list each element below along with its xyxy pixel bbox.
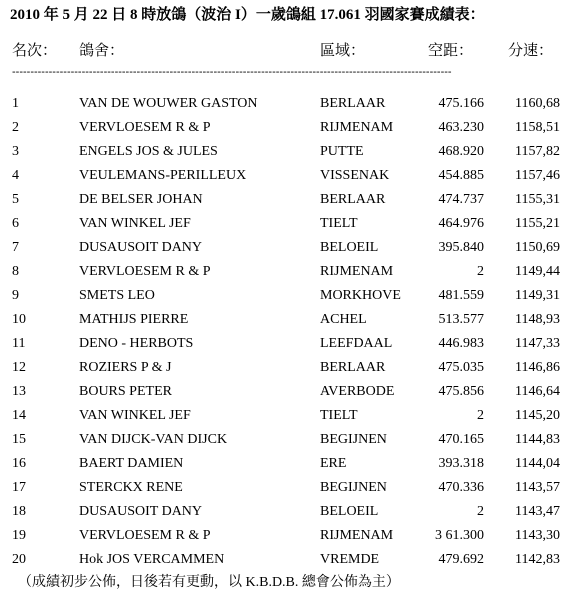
- distance-cell: 2: [477, 504, 484, 519]
- distance-cell: 2: [477, 408, 484, 423]
- region-cell: BEGIJNEN: [320, 432, 387, 447]
- rank-cell: 17: [12, 480, 26, 495]
- region-cell: AVERBODE: [320, 384, 395, 399]
- table-row: [0, 164, 580, 188]
- loft-cell: SMETS LEO: [79, 288, 155, 303]
- distance-cell: 454.885: [438, 168, 484, 183]
- speed-cell: 1142,83: [515, 552, 560, 567]
- rank-cell: 16: [12, 456, 26, 471]
- loft-cell: VERVLOESEM R & P: [79, 120, 211, 135]
- table-row: [0, 452, 580, 476]
- region-cell: BERLAAR: [320, 360, 386, 375]
- distance-cell: 468.920: [438, 144, 484, 159]
- speed-cell: 1143,57: [515, 480, 560, 495]
- region-cell: BELOEIL: [320, 240, 379, 255]
- loft-cell: VAN WINKEL JEF: [79, 216, 191, 231]
- region-cell: BERLAAR: [320, 192, 386, 207]
- distance-cell: 2: [477, 264, 484, 279]
- region-cell: TIELT: [320, 216, 358, 231]
- header-rank: 名次：: [12, 43, 58, 59]
- speed-cell: 1157,82: [515, 144, 560, 159]
- table-row: [0, 308, 580, 332]
- speed-cell: 1147,33: [515, 336, 560, 351]
- table-row: [0, 140, 580, 164]
- table-row: [0, 260, 580, 284]
- distance-cell: 446.983: [438, 336, 484, 351]
- speed-cell: 1157,46: [515, 168, 560, 183]
- loft-cell: DUSAUSOIT DANY: [79, 504, 203, 519]
- loft-cell: BOURS PETER: [79, 384, 172, 399]
- region-cell: ACHEL: [320, 312, 367, 327]
- rank-cell: 4: [12, 168, 19, 183]
- loft-cell: DUSAUSOIT DANY: [79, 240, 203, 255]
- table-row: [0, 500, 580, 524]
- speed-cell: 1143,30: [515, 528, 560, 543]
- page-title: 2010 年 5 月 22 日 8 時放鴿（波治 I）一歲鴿組 17.061 羽國家賽成績表：: [10, 7, 485, 23]
- table-row: [0, 332, 580, 356]
- loft-cell: DE BELSER JOHAN: [79, 192, 203, 207]
- dashed-divider: ------------------------------------------------------------------------------------------------------------------------: [12, 66, 452, 78]
- region-cell: ERE: [320, 456, 347, 471]
- table-row: [0, 116, 580, 140]
- rank-cell: 3: [12, 144, 19, 159]
- speed-cell: 1155,21: [515, 216, 560, 231]
- results-table: [0, 92, 580, 572]
- speed-cell: 1149,31: [515, 288, 560, 303]
- speed-cell: 1145,20: [515, 408, 560, 423]
- rank-cell: 14: [12, 408, 26, 423]
- rank-cell: 9: [12, 288, 19, 303]
- speed-cell: 1149,44: [515, 264, 560, 279]
- table-row: [0, 476, 580, 500]
- speed-cell: 1150,69: [515, 240, 560, 255]
- loft-cell: VAN WINKEL JEF: [79, 408, 191, 423]
- table-row: [0, 284, 580, 308]
- header-distance: 空距：: [428, 43, 474, 59]
- rank-cell: 18: [12, 504, 26, 519]
- distance-cell: 395.840: [438, 240, 484, 255]
- loft-cell: MATHIJS PIERRE: [79, 312, 189, 327]
- region-cell: PUTTE: [320, 144, 364, 159]
- distance-cell: 475.035: [438, 360, 484, 375]
- rank-cell: 10: [12, 312, 26, 327]
- loft-cell: VAN DE WOUWER GASTON: [79, 96, 258, 111]
- speed-cell: 1146,64: [515, 384, 560, 399]
- rank-cell: 2: [12, 120, 19, 135]
- region-cell: RIJMENAM: [320, 264, 394, 279]
- table-row: [0, 92, 580, 116]
- region-cell: LEEFDAAL: [320, 336, 393, 351]
- table-row: [0, 188, 580, 212]
- distance-cell: 475.856: [438, 384, 484, 399]
- rank-cell: 6: [12, 216, 19, 231]
- rank-cell: 19: [12, 528, 26, 543]
- table-row: [0, 404, 580, 428]
- header-loft: 鴿舍：: [79, 43, 125, 59]
- loft-cell: VEULEMANS-PERILLEUX: [79, 168, 247, 183]
- header-region: 區域：: [320, 43, 366, 59]
- region-cell: VISSENAK: [320, 168, 390, 183]
- footnote: （成績初步公佈，日後若有更動，以 K.B.D.B. 總會公佈為主）: [18, 575, 400, 590]
- speed-cell: 1146,86: [515, 360, 560, 375]
- loft-cell: STERCKX RENE: [79, 480, 183, 495]
- table-row: [0, 212, 580, 236]
- distance-cell: 470.336: [438, 480, 484, 495]
- distance-cell: 464.976: [438, 216, 484, 231]
- distance-cell: 3 61.300: [435, 528, 484, 543]
- region-cell: VREMDE: [320, 552, 380, 567]
- region-cell: BERLAAR: [320, 96, 386, 111]
- region-cell: BEGIJNEN: [320, 480, 387, 495]
- rank-cell: 13: [12, 384, 26, 399]
- loft-cell: BAERT DAMIEN: [79, 456, 184, 471]
- distance-cell: 393.318: [438, 456, 484, 471]
- distance-cell: 470.165: [438, 432, 484, 447]
- rank-cell: 20: [12, 552, 26, 567]
- distance-cell: 481.559: [438, 288, 484, 303]
- distance-cell: 513.577: [438, 312, 484, 327]
- distance-cell: 474.737: [438, 192, 484, 207]
- loft-cell: ROZIERS P & J: [79, 360, 172, 375]
- rank-cell: 5: [12, 192, 19, 207]
- table-header: [0, 40, 580, 62]
- rank-cell: 11: [12, 336, 26, 351]
- rank-cell: 12: [12, 360, 26, 375]
- loft-cell: Hok JOS VERCAMMEN: [79, 552, 225, 567]
- loft-cell: VERVLOESEM R & P: [79, 528, 211, 543]
- loft-cell: DENO - HERBOTS: [79, 336, 194, 351]
- rank-cell: 1: [12, 96, 19, 111]
- speed-cell: 1144,83: [515, 432, 560, 447]
- table-row: [0, 524, 580, 548]
- header-speed: 分速：: [508, 43, 554, 59]
- table-row: [0, 236, 580, 260]
- loft-cell: ENGELS JOS & JULES: [79, 144, 218, 159]
- speed-cell: 1160,68: [515, 96, 560, 111]
- rank-cell: 8: [12, 264, 19, 279]
- distance-cell: 463.230: [438, 120, 484, 135]
- region-cell: RIJMENAM: [320, 120, 394, 135]
- rank-cell: 7: [12, 240, 19, 255]
- loft-cell: VERVLOESEM R & P: [79, 264, 211, 279]
- distance-cell: 475.166: [438, 96, 484, 111]
- table-row: [0, 356, 580, 380]
- table-row: [0, 428, 580, 452]
- region-cell: BELOEIL: [320, 504, 379, 519]
- distance-cell: 479.692: [438, 552, 484, 567]
- speed-cell: 1148,93: [515, 312, 560, 327]
- rank-cell: 15: [12, 432, 26, 447]
- region-cell: RIJMENAM: [320, 528, 394, 543]
- region-cell: MORKHOVE: [320, 288, 401, 303]
- speed-cell: 1143,47: [515, 504, 560, 519]
- speed-cell: 1144,04: [515, 456, 560, 471]
- speed-cell: 1155,31: [515, 192, 560, 207]
- region-cell: TIELT: [320, 408, 358, 423]
- loft-cell: VAN DIJCK-VAN DIJCK: [79, 432, 228, 447]
- table-row: [0, 548, 580, 572]
- speed-cell: 1158,51: [515, 120, 560, 135]
- table-row: [0, 380, 580, 404]
